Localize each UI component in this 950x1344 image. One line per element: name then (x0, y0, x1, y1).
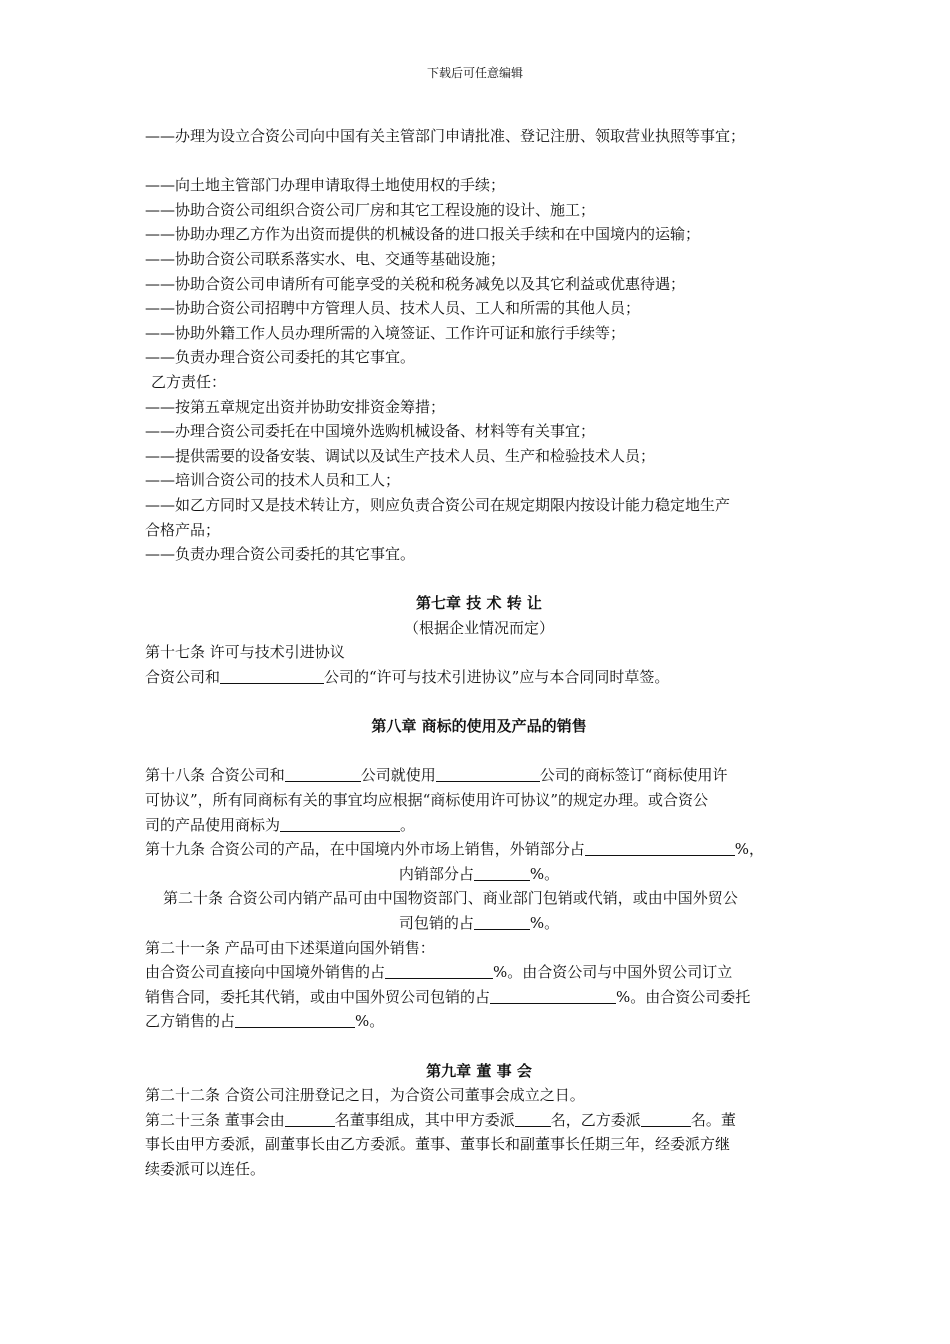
fill-blank[interactable] (220, 668, 324, 684)
article-18-line: 第十八条 合资公司和 公司就使用 公司的商标签订“商标使用许 (145, 766, 728, 785)
duty-item: ——负责办理合资公司委托的其它事宜。 (145, 348, 416, 367)
fill-blank[interactable] (235, 1012, 355, 1028)
duty-item: ——按第五章规定出资并协助安排资金筹措； (145, 397, 446, 416)
article-23-line: 事长由甲方委派，副董事长由乙方委派。董事、董事长和副董事长任期三年，经委派方继 (145, 1135, 731, 1154)
duty-item: ——办理为设立合资公司向中国有关主管部门申请批准、登记注册、领取营业执照等事宜； (145, 127, 746, 145)
duty-item: ——协助合资公司联系落实水、电、交通等基础设施； (145, 249, 506, 268)
article-19-line: 第十九条 合资公司的产品，在中国境内外市场上销售，外销部分占 %， (145, 840, 765, 859)
page-header: 下载后可任意编辑 (426, 66, 523, 80)
article-23-line: 第二十三条 董事会由 名董事组成，其中甲方委派 名，乙方委派 名。董 (145, 1110, 736, 1129)
article-23-line: 续委派可以连任。 (145, 1159, 266, 1178)
article-21-title: 第二十一条 产品可由下述渠道向国外销售： (145, 938, 435, 957)
chapter-8-title: 第八章 商标的使用及产品的销售 (371, 717, 587, 736)
fill-blank[interactable] (474, 914, 530, 930)
fill-blank[interactable] (436, 766, 540, 782)
article-22-text: 第二十二条 合资公司注册登记之日，为合资公司董事会成立之日。 (145, 1086, 585, 1105)
duty-item: ——协助合资公司组织合资公司厂房和其它工程设施的设计、施工； (145, 200, 596, 219)
duty-item: ——协助外籍工作人员办理所需的入境签证、工作许可证和旅行手续等； (145, 323, 626, 342)
duty-item: ——向土地主管部门办理申请取得土地使用权的手续； (145, 176, 506, 195)
duty-item: ——协助合资公司申请所有可能享受的关税和税务减免以及其它利益或优惠待遇； (145, 274, 686, 293)
article-18-line: 可协议”，所有同商标有关的事宜均应根据“商标使用许可协议”的规定办理。或合资公 (145, 791, 709, 810)
duty-item: ——协助合资公司招聘中方管理人员、技术人员、工人和所需的其他人员； (145, 299, 641, 318)
fill-blank[interactable] (585, 840, 735, 856)
article-18-line: 司的产品使用商标为 。 (145, 815, 416, 834)
fill-blank[interactable] (515, 1111, 551, 1127)
article-21-line: 乙方销售的占 %。 (145, 1012, 385, 1031)
fill-blank[interactable] (474, 865, 530, 881)
duty-item: ——负责办理合资公司委托的其它事宜。 (145, 545, 416, 564)
article-19-line: 内销部分占 %。 (398, 864, 560, 883)
chapter-7-note: （根据企业情况而定） (403, 618, 554, 637)
chapter-7-title: 第七章 技 术 转 让 (416, 594, 542, 613)
article-17-title: 第十七条 许可与技术引进协议 (145, 643, 345, 662)
article-20-line: 第二十条 合资公司内销产品可由中国物资部门、商业部门包销或代销，或由中国外贸公 (163, 889, 738, 908)
fill-blank[interactable] (285, 1111, 335, 1127)
fill-blank[interactable] (385, 963, 493, 979)
duty-item: ——协助办理乙方作为出资而提供的机械设备的进口报关手续和在中国境内的运输； (145, 225, 701, 244)
article-21-line: 销售合同，委托其代销，或由中国外贸公司包销的占 %。由合资公司委托 (145, 987, 751, 1006)
article-21-line: 由合资公司直接向中国境外销售的占 %。由合资公司与中国外贸公司订立 (145, 963, 733, 982)
duty-item: ——培训合资公司的技术人员和工人； (145, 471, 401, 490)
duty-item-continuation: 合格产品； (145, 520, 221, 539)
duty-item: ——提供需要的设备安装、调试以及试生产技术人员、生产和检验技术人员； (145, 446, 656, 465)
document-body (145, 124, 813, 1182)
duty-item: ——如乙方同时又是技术转让方，则应负责合资公司在规定期限内按设计能力稳定地生产 (145, 495, 731, 514)
article-17-text: 合资公司和 公司的“许可与技术引进协议”应与本合同同时草签。 (145, 668, 670, 687)
fill-blank[interactable] (280, 816, 400, 832)
fill-blank[interactable] (285, 766, 361, 782)
chapter-9-title: 第九章 董 事 会 (426, 1061, 532, 1080)
fill-blank[interactable] (641, 1111, 691, 1127)
party-b-duties-heading: 乙方责任： (151, 372, 227, 391)
duty-item: ——办理合资公司委托在中国境外选购机械设备、材料等有关事宜； (145, 422, 596, 441)
fill-blank[interactable] (490, 988, 616, 1004)
article-20-line: 司包销的占 %。 (398, 914, 560, 932)
